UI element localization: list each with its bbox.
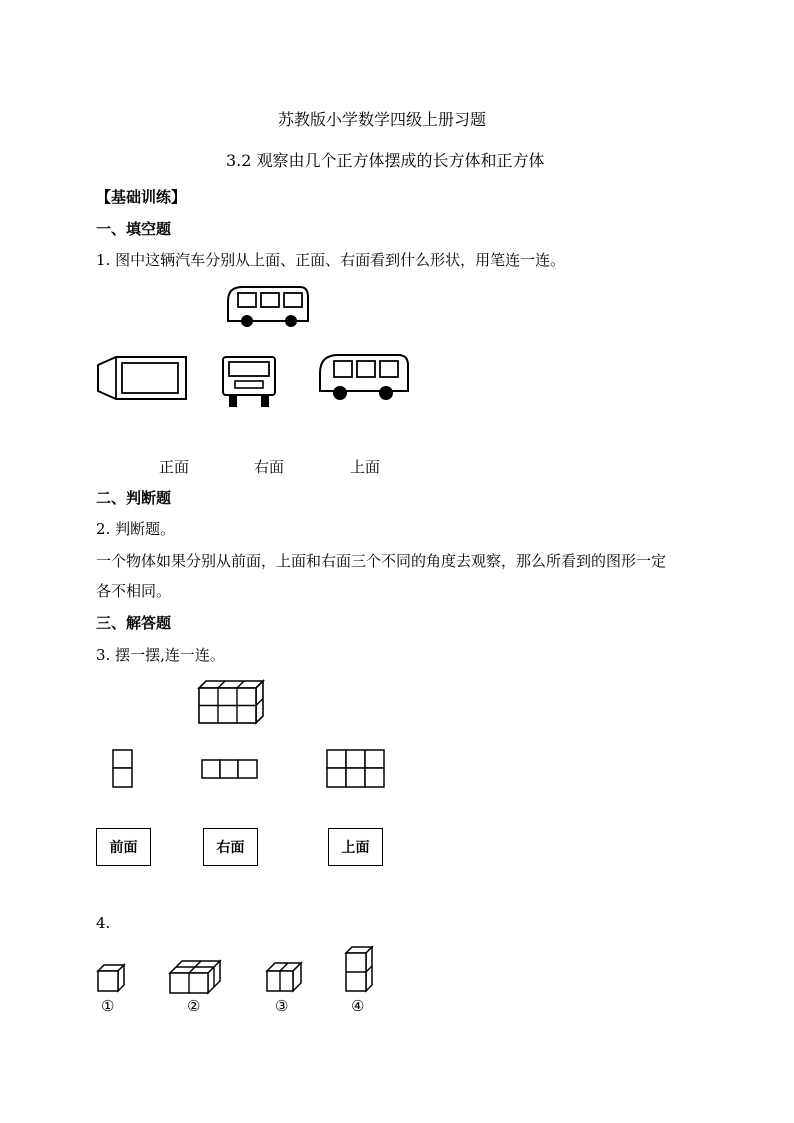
question-4-text: 4.: [96, 914, 111, 932]
section-judge-heading: 二、判断题: [96, 489, 172, 507]
cube-figure-1: [96, 963, 126, 993]
view-three-horizontal-squares: [201, 759, 259, 781]
car-front-view-figure: [221, 355, 277, 409]
label-top: 上面: [350, 458, 381, 476]
box-label-right: 右面: [203, 828, 258, 866]
car-side-view-figure: [316, 351, 412, 403]
view-three-by-two-squares: [326, 749, 386, 789]
box-label-front: 前面: [96, 828, 151, 866]
question-2-line-2: 各不相同。: [96, 582, 172, 600]
cube-figure-2: [168, 957, 222, 995]
cube-block-3d-figure: [197, 679, 265, 725]
label-front: 正面: [159, 458, 190, 476]
figure-label-3: ③: [275, 997, 289, 1015]
question-2-text: 2. 判断题。: [96, 520, 176, 538]
cube-figure-4: [344, 945, 374, 993]
section-answer-heading: 三、解答题: [96, 614, 172, 632]
section-fill-heading: 一、填空题: [96, 220, 172, 238]
question-2-line-1: 一个物体如果分别从前面，上面和右面三个不同的角度去观察，那么所看到的图形一定: [96, 552, 667, 570]
cube-figure-3: [265, 958, 303, 993]
page-subtitle: 3.2 观察由几个正方体摆成的长方体和正方体: [226, 151, 545, 170]
figure-label-2: ②: [187, 997, 201, 1015]
box-label-top: 上面: [328, 828, 383, 866]
view-two-vertical-squares: [112, 749, 134, 789]
section-tag: 【基础训练】: [96, 188, 187, 206]
page-title: 苏教版小学数学四级上册习题: [278, 110, 487, 129]
figure-label-4: ④: [351, 997, 365, 1015]
car-top-view-figure: [96, 355, 188, 401]
question-1-text: 1. 图中这辆汽车分别从上面、正面、右面看到什么形状，用笔连一连。: [96, 251, 566, 269]
question-3-text: 3. 摆一摆,连一连。: [96, 646, 225, 664]
figure-label-1: ①: [101, 997, 115, 1015]
bus-side-figure: [224, 283, 314, 331]
label-right: 右面: [254, 458, 285, 476]
